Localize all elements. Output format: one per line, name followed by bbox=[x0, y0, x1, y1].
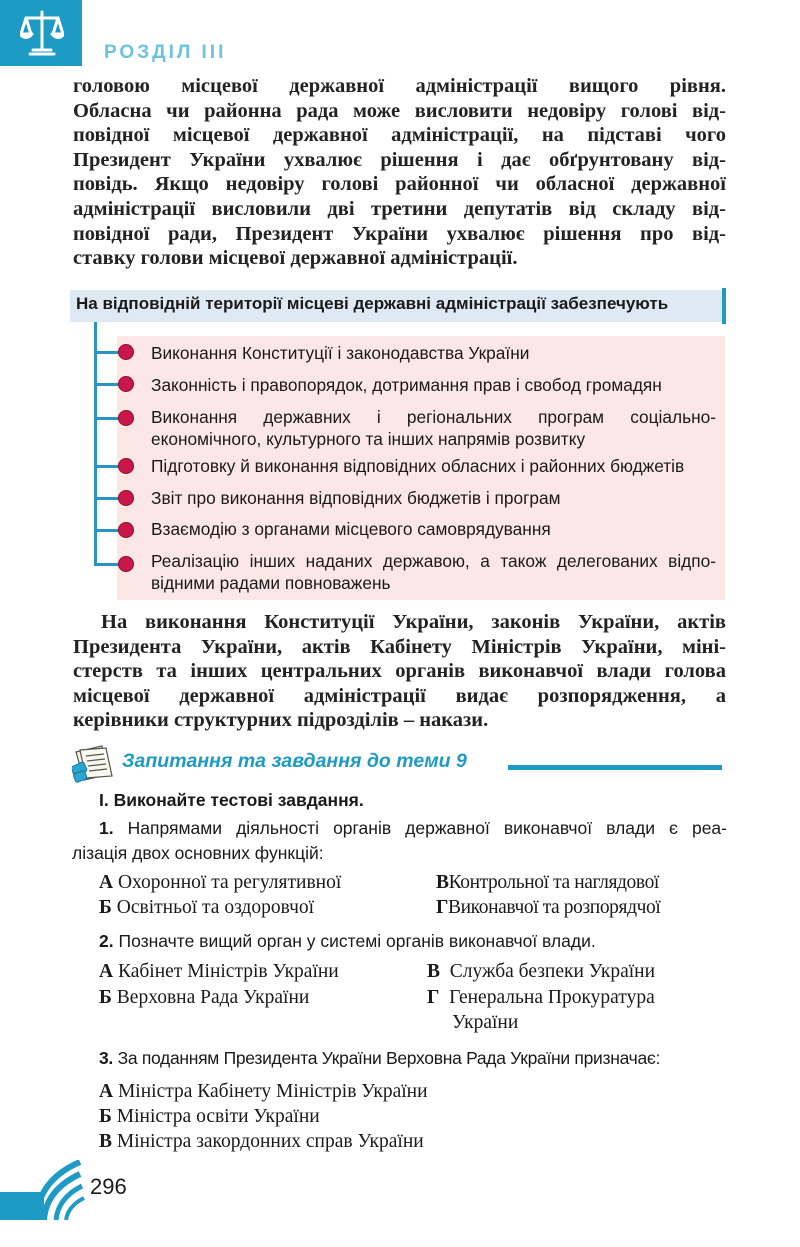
bullet-icon bbox=[118, 410, 134, 426]
page-number: 296 bbox=[90, 1174, 127, 1199]
paragraph-line: адміністрації висловили дві третини депутатів від складу від- bbox=[73, 197, 726, 220]
bullet-icon bbox=[118, 490, 134, 506]
paragraph-line: головою місцевої державної адміністрації вищого рівня. bbox=[73, 75, 726, 97]
option-letter: В bbox=[436, 872, 449, 893]
answer-option[interactable] bbox=[436, 896, 660, 920]
scheme-title: На відповідній території місцеві державні адміністрації забезпечують bbox=[70, 290, 722, 322]
scheme-item-line: Законність і правопорядок, дотримання прав і свобод громадян bbox=[151, 375, 662, 395]
answer-option[interactable] bbox=[99, 1130, 424, 1154]
scheme-item bbox=[151, 487, 716, 509]
answer-option[interactable] bbox=[99, 896, 314, 920]
body-paragraph-1 bbox=[73, 74, 726, 271]
scheme-branch bbox=[94, 563, 120, 566]
answer-option[interactable] bbox=[436, 871, 659, 895]
question-number: 2. bbox=[99, 931, 114, 951]
paragraph-line: Президент України ухвалює рішення і дає обґрунтовану від- bbox=[73, 148, 726, 171]
option-text: Кабінет Міністрів України bbox=[117, 961, 339, 982]
question-1 bbox=[72, 816, 727, 866]
question-3 bbox=[99, 1046, 754, 1071]
answer-option[interactable] bbox=[99, 986, 309, 1010]
paragraph-line: На виконання Конституції України, законів України, актів bbox=[101, 611, 726, 633]
option-letter: Б bbox=[99, 987, 112, 1008]
section-label: РОЗДІЛ III bbox=[104, 42, 227, 63]
scheme-item-line: економічного, культурного та інших напрямів розвитку bbox=[151, 429, 586, 449]
scheme-item-line: Виконання Конституції і законодавства України bbox=[151, 343, 530, 363]
question-text-line bbox=[72, 816, 727, 841]
option-text: Охоронної та регулятивної bbox=[117, 872, 342, 893]
option-text: Контрольної та наглядової bbox=[448, 872, 659, 893]
bullet-icon bbox=[118, 458, 134, 474]
scheme-item-line: Виконання державних і регіональних програм соціально- bbox=[151, 407, 716, 427]
option-letter: А bbox=[99, 961, 114, 982]
paragraph-line: повідь. Якщо недовіру голові районної чи обласної державної bbox=[73, 173, 726, 196]
notepad-icon bbox=[72, 744, 118, 784]
question-text-line bbox=[99, 929, 754, 954]
bullet-icon bbox=[118, 522, 134, 538]
option-letter: А bbox=[99, 1081, 114, 1102]
answer-option[interactable] bbox=[427, 960, 655, 984]
scheme-item bbox=[151, 550, 716, 594]
paragraph-line: повідної ради, Президент України ухвалює рішення про від- bbox=[73, 222, 726, 245]
option-text-continuation: України bbox=[452, 1012, 519, 1033]
option-letter: Б bbox=[99, 1106, 112, 1127]
paragraph-line: ставку голови місцевої державної адміністрації. bbox=[73, 247, 518, 270]
answer-option[interactable] bbox=[99, 960, 339, 984]
paragraph-line: керівники структурних підрозділів – накази. bbox=[73, 709, 489, 732]
scheme-branch bbox=[94, 351, 120, 354]
option-letter: Г bbox=[427, 987, 440, 1008]
answer-option[interactable] bbox=[99, 1080, 428, 1104]
body-paragraph-2 bbox=[73, 610, 726, 733]
option-letter: Б bbox=[99, 897, 112, 918]
scheme-branch bbox=[94, 497, 120, 500]
scheme-item bbox=[151, 406, 716, 450]
option-text: Міністра закордонних справ України bbox=[116, 1131, 424, 1152]
scheme-title-accent bbox=[722, 288, 726, 324]
option-text: Верховна Рада України bbox=[116, 987, 310, 1008]
paragraph-line: Президента України, актів Кабінету Міністрів України, міні- bbox=[73, 635, 726, 658]
scheme-item-line: Взаємодію з органами місцевого самоврядування bbox=[151, 519, 551, 539]
option-letter: В bbox=[427, 961, 441, 982]
bullet-icon bbox=[118, 376, 134, 392]
question-text: Напрямами діяльності органів державної виконавчої влади є реа- bbox=[127, 818, 727, 838]
option-text: Служба безпеки України bbox=[449, 961, 656, 982]
option-text: Міністра освіти України bbox=[116, 1106, 320, 1127]
scheme-item-line: Звіт про виконання відповідних бюджетів і програм bbox=[151, 488, 561, 508]
bullet-icon bbox=[118, 556, 134, 572]
scheme-item bbox=[151, 342, 716, 364]
option-text: Міністра Кабінету Міністрів України bbox=[117, 1081, 428, 1102]
questions-title-rule bbox=[508, 765, 722, 770]
answer-option[interactable] bbox=[99, 871, 341, 895]
option-text: Освітньої та оздоровчої bbox=[116, 897, 315, 918]
signal-waves-icon bbox=[0, 1160, 86, 1220]
scheme-item bbox=[151, 518, 716, 540]
scheme-branch bbox=[94, 465, 120, 468]
question-text: За поданням Президента України Верховна Рада України призначає: bbox=[117, 1048, 661, 1068]
scales-of-justice-icon bbox=[20, 8, 64, 56]
question-text-line: лізація двох основних функцій: bbox=[72, 843, 324, 863]
scheme-item-line: Підготовку й виконання відповідних обласних і районних бюджетів bbox=[151, 456, 685, 476]
paragraph-line: місцевої державної адміністрації видає розпорядження, а bbox=[73, 684, 726, 707]
scheme-branch bbox=[94, 383, 120, 386]
paragraph-line: Обласна чи районна рада може висловити недовіру голові від- bbox=[73, 99, 726, 122]
answer-option[interactable] bbox=[99, 1105, 320, 1129]
option-letter: В bbox=[99, 1131, 113, 1152]
scheme-branch bbox=[94, 529, 120, 532]
option-text: Генеральна Прокуратура bbox=[449, 987, 655, 1008]
scheme-item bbox=[151, 455, 716, 477]
paragraph-line: повідної місцевої державної адміністрації, на підставі чого bbox=[73, 124, 726, 147]
question-number: 1. bbox=[99, 818, 114, 838]
task-section-heading: І. Виконайте тестові завдання. bbox=[99, 790, 364, 810]
scheme-item-line: Реалізацію інших наданих державою, а також делегованих відпо- bbox=[151, 551, 716, 571]
option-letter: Г bbox=[436, 897, 449, 918]
option-text: Виконавчої та розпорядчої bbox=[448, 897, 661, 918]
question-number: 3. bbox=[99, 1048, 113, 1068]
bullet-icon bbox=[118, 344, 134, 360]
paragraph-line: стерств та інших центральних органів виконавчої влади голова bbox=[73, 660, 726, 683]
questions-title: Запитання та завдання до теми 9 bbox=[122, 750, 467, 772]
scheme-item bbox=[151, 374, 716, 396]
question-text: Позначте вищий орган у системі органів виконавчої влади. bbox=[118, 931, 596, 951]
question-text-line bbox=[99, 1046, 754, 1071]
scheme-item-line: відними радами повноважень bbox=[151, 573, 391, 593]
answer-option[interactable] bbox=[427, 986, 655, 1010]
option-letter: А bbox=[99, 872, 114, 893]
question-2 bbox=[99, 929, 754, 954]
scheme-branch bbox=[94, 417, 120, 420]
